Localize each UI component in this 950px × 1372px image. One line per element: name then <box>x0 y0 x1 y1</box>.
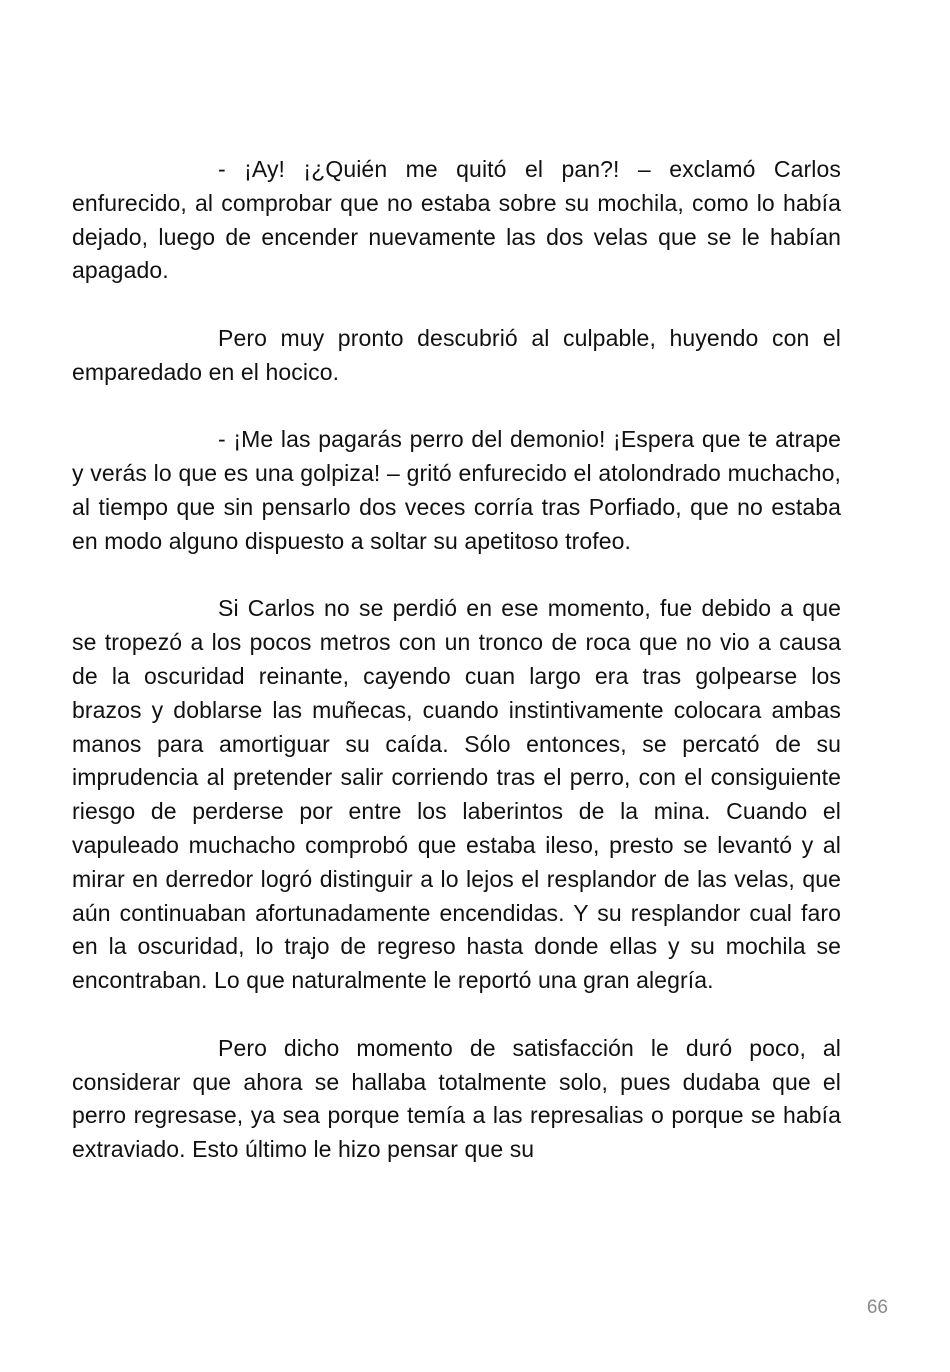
paragraph-3: - ¡Me las pagarás perro del demonio! ¡Espera que te atrape y verás lo que es una golpiza! – gritó enfurecido el atolondrado muchacho, al tiempo que sin pensarlo dos veces corría tras Porfiado, que no estaba en modo alguno dispuesto a soltar su apetitoso trofeo. <box>72 426 841 554</box>
page-number: 66 <box>866 1297 888 1318</box>
paragraph-5: Pero dicho momento de satisfacción le duró poco, al considerar que ahora se hallaba totalmente solo, pues dudaba que el perro regresase, ya sea porque temía a las represalias o porque se había extraviado. Esto último le hizo pensar que su <box>72 1034 841 1163</box>
paragraph-4: Si Carlos no se perdió en ese momento, fue debido a que se tropezó a los pocos metros con un tronco de roca que no vio a causa de la oscuridad reinante, cayendo cuan largo era tras golpearse los brazos y doblarse las muñecas, cuando instintivamente colocara ambas manos para amortiguar su caída. Sólo entonces, se percató de su imprudencia al pretender salir corriendo tras el perro, con el consiguiente riesgo de perderse por entre los laberintos de la mina. Cuando el vapuleado muchacho comprobó que estaba ileso, presto se levantó y al mirar en derredor logró distinguir a lo lejos el resplandor de las velas, que aún continuaban afortunadamente encendidas. Y su resplandor cual faro en la oscuridad, lo trajo de regreso hasta donde ellas y su mochila se encontraban. Lo que naturalmente le reportó una gran alegría. <box>72 595 841 994</box>
paragraph-1: - ¡Ay! ¡¿Quién me quitó el pan?! – exclamó Carlos enfurecido, al comprobar que no estaba sobre su mochila, como lo había dejado, luego de encender nuevamente las dos velas que se le habían apagado. <box>72 156 841 284</box>
paragraph-2: Pero muy pronto descubrió al culpable, huyendo con el emparedado en el hocico. <box>72 324 841 385</box>
page-body <box>72 153 841 1167</box>
